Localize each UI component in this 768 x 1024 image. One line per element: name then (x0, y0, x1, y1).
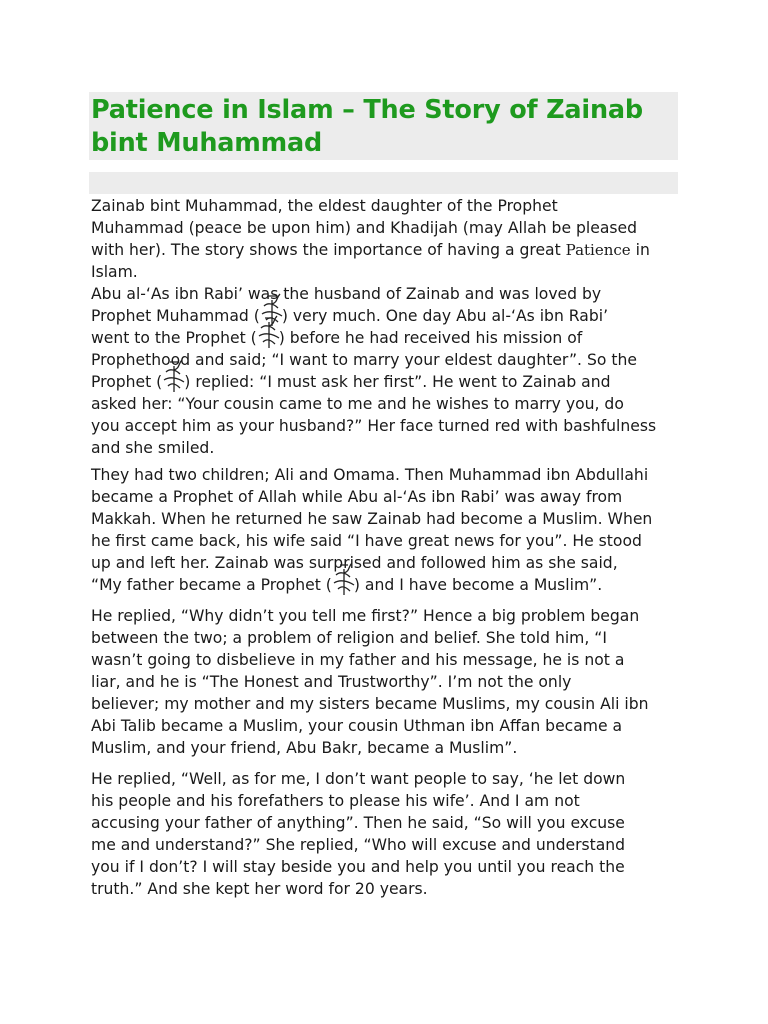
text-line: and she smiled. (91, 439, 215, 457)
text-line: went to the Prophet ( (91, 329, 257, 347)
text-line: believer; my mother and my sisters became Muslims, my cousin Ali ibn (91, 695, 649, 713)
text-line: Makkah. When he returned he saw Zainab had become a Muslim. When (91, 510, 653, 528)
text-line: Muhammad (peace be upon him) and Khadijah (may Allah be pleased (91, 219, 637, 237)
text-line: ) replied: “I must ask her first”. He went to Zainab and (184, 373, 611, 391)
pbuh-calligraphy-icon (257, 328, 279, 346)
text-line: Prophethood and said; “I want to marry your eldest daughter”. So the (91, 351, 637, 369)
text-line: me and understand?” She replied, “Who will excuse and understand (91, 836, 626, 854)
text-line: with her). The story shows the importance of having a great (91, 241, 566, 259)
text-line: became a Prophet of Allah while Abu al-‘As ibn Rabi’ was away from (91, 488, 623, 506)
pbuh-calligraphy-icon (332, 575, 354, 593)
text-line: accusing your father of anything”. Then he said, “So will you excuse (91, 814, 625, 832)
text-line: Abi Talib became a Muslim, your cousin Uthman ibn Affan became a (91, 717, 623, 735)
text-line: Zainab bint Muhammad, the eldest daughter of the Prophet (91, 197, 558, 215)
text-line: between the two; a problem of religion and belief. She told him, “I (91, 629, 607, 647)
text-line: “My father became a Prophet ( (91, 576, 332, 594)
subtitle-bar (89, 172, 678, 194)
text-line: you accept him as your husband?” Her face turned red with bashfulness (91, 417, 657, 435)
text-line: Prophet Muhammad ( (91, 307, 260, 325)
text-line: wasn’t going to disbelieve in my father and his message, he is not a (91, 651, 625, 669)
text-line: asked her: “Your cousin came to me and he wishes to marry you, do (91, 395, 624, 413)
text-line: liar, and he is “The Honest and Trustworthy”. I’m not the only (91, 673, 572, 691)
patience-link-text: Patience (565, 241, 631, 259)
text-line: his people and his forefathers to please his wife’. And I am not (91, 792, 580, 810)
text-line: up and left her. Zainab was surprised and followed him as she said, (91, 554, 618, 572)
text-line: He replied, “Why didn’t you tell me first?” Hence a big problem began (91, 607, 640, 625)
paragraph-children (91, 464, 661, 596)
text-line: Muslim, and your friend, Abu Bakr, became a Muslim”. (91, 739, 518, 757)
text-line: Islam. (91, 263, 138, 281)
pbuh-calligraphy-icon (162, 372, 184, 390)
text-line: truth.” And she kept her word for 20 years. (91, 880, 428, 898)
text-line: you if I don’t? I will stay beside you and help you until you reach the (91, 858, 625, 876)
paragraph-reply (91, 605, 661, 759)
page-title: Patience in Islam – The Story of Zainab bint Muhammad (91, 95, 643, 158)
text-line: ) and I have become a Muslim”. (353, 576, 603, 594)
paragraph-intro (91, 195, 661, 459)
text-line: he first came back, his wife said “I have great news for you”. He stood (91, 532, 642, 550)
text-line: ) very much. One day Abu al-‘As ibn Rabi’ (281, 307, 609, 325)
text-line: Abu al-‘As ibn Rabi’ was the husband of Zainab and was loved by (91, 285, 602, 303)
text-line: They had two children; Ali and Omama. Then Muhammad ibn Abdullahi (91, 466, 649, 484)
text-line: in (630, 241, 650, 259)
text-line: He replied, “Well, as for me, I don’t want people to say, ‘he let down (91, 770, 626, 788)
text-line: Prophet ( (91, 373, 163, 391)
text-line: ) before he had received his mission of (278, 329, 583, 347)
paragraph-conclusion (91, 768, 661, 900)
